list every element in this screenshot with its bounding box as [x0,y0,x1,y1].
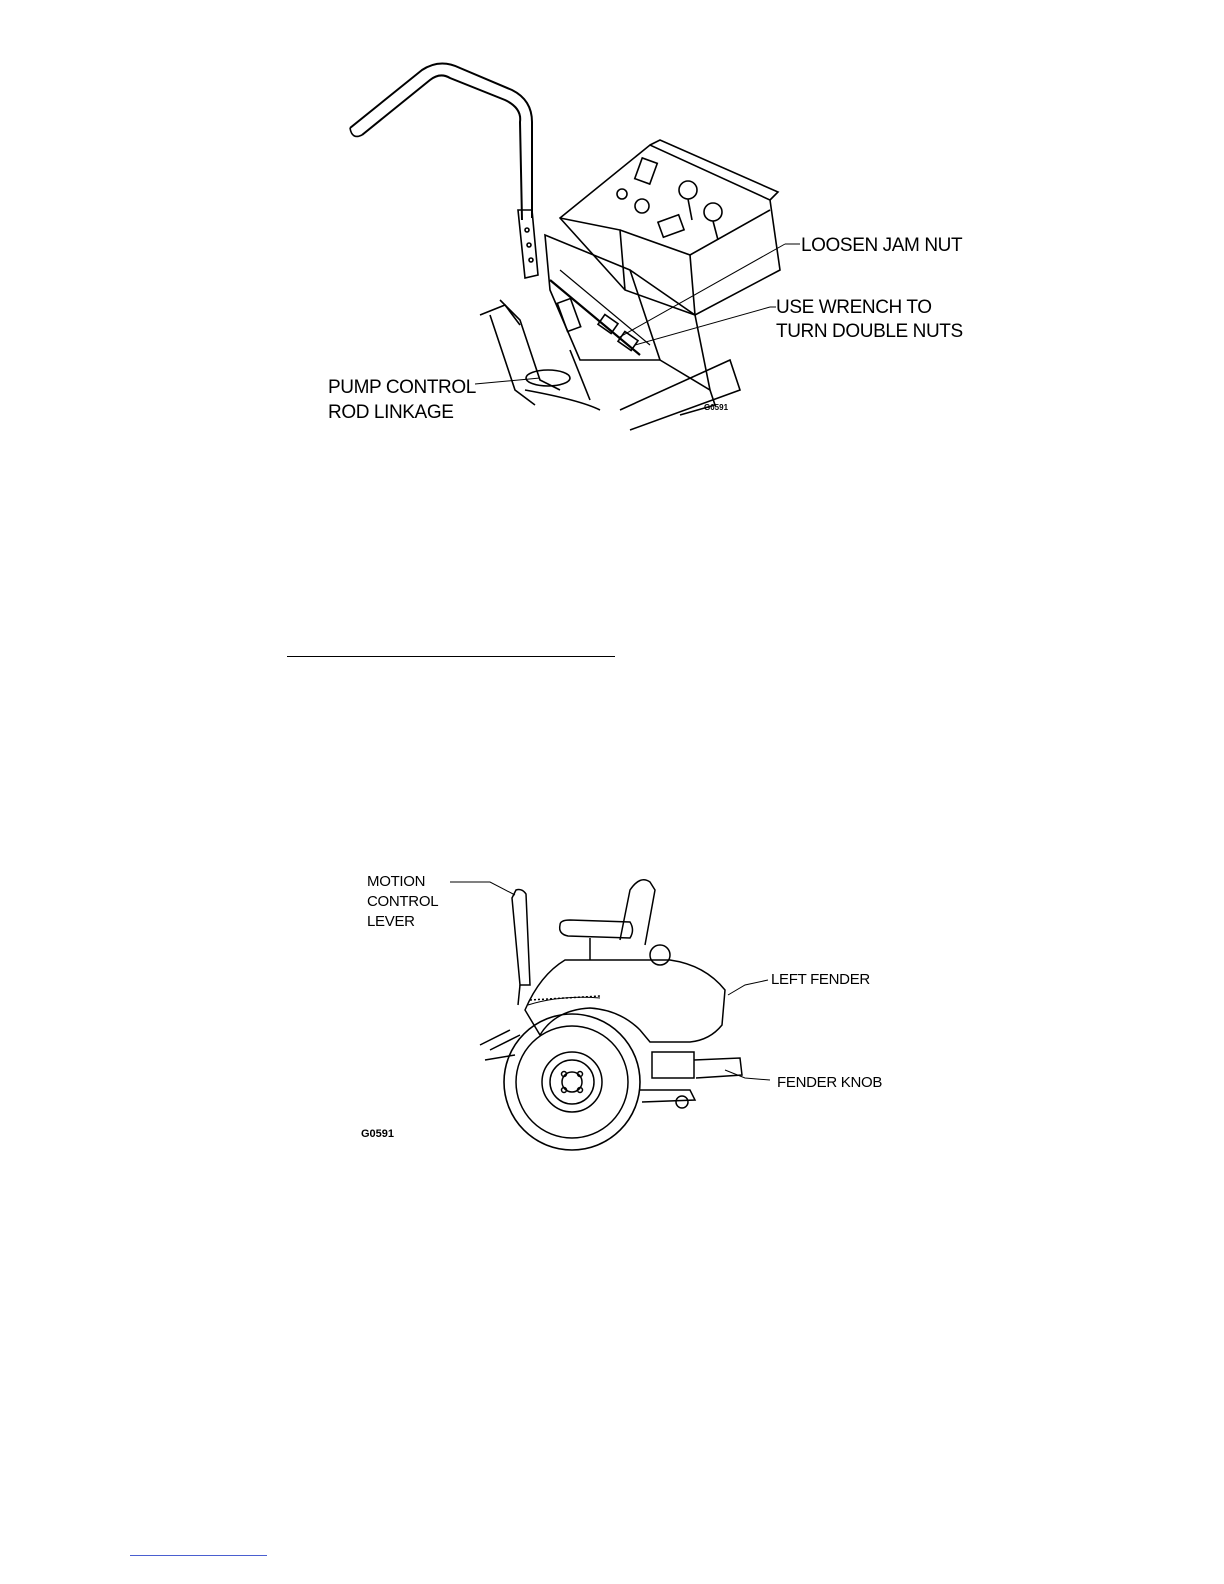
label-fender-knob: FENDER KNOB [777,1074,883,1091]
leader-left-fender [728,980,768,995]
leader-motion-lever [450,882,515,895]
leader-jam-nut [618,244,785,338]
section-rule [287,656,615,657]
label-use-wrench-line2: TURN DOUBLE NUTS [776,321,963,342]
label-pump-control-line1: PUMP CONTROL [328,377,476,398]
motion-lever [512,890,530,986]
control-console [560,145,780,315]
label-loosen-jam-nut: LOOSEN JAM NUT [801,235,963,256]
rear-wheel [504,1014,640,1150]
label-motion-line1: MOTION [367,873,426,890]
footer-link-underline[interactable] [130,1555,267,1556]
left-fender [525,960,725,1042]
label-use-wrench-line1: USE WRENCH TO [776,297,932,318]
label-pump-control-line2: ROD LINKAGE [328,402,454,423]
seat-back [620,880,655,945]
label-left-fender: LEFT FENDER [771,971,870,988]
figure2-code: G0591 [361,1128,395,1140]
label-motion-line2: CONTROL [367,893,439,910]
figure1-code: G0591 [704,403,729,412]
label-motion-line3: LEVER [367,913,415,930]
leader-double-nuts [635,307,770,345]
motion-lever-handle [362,75,522,220]
